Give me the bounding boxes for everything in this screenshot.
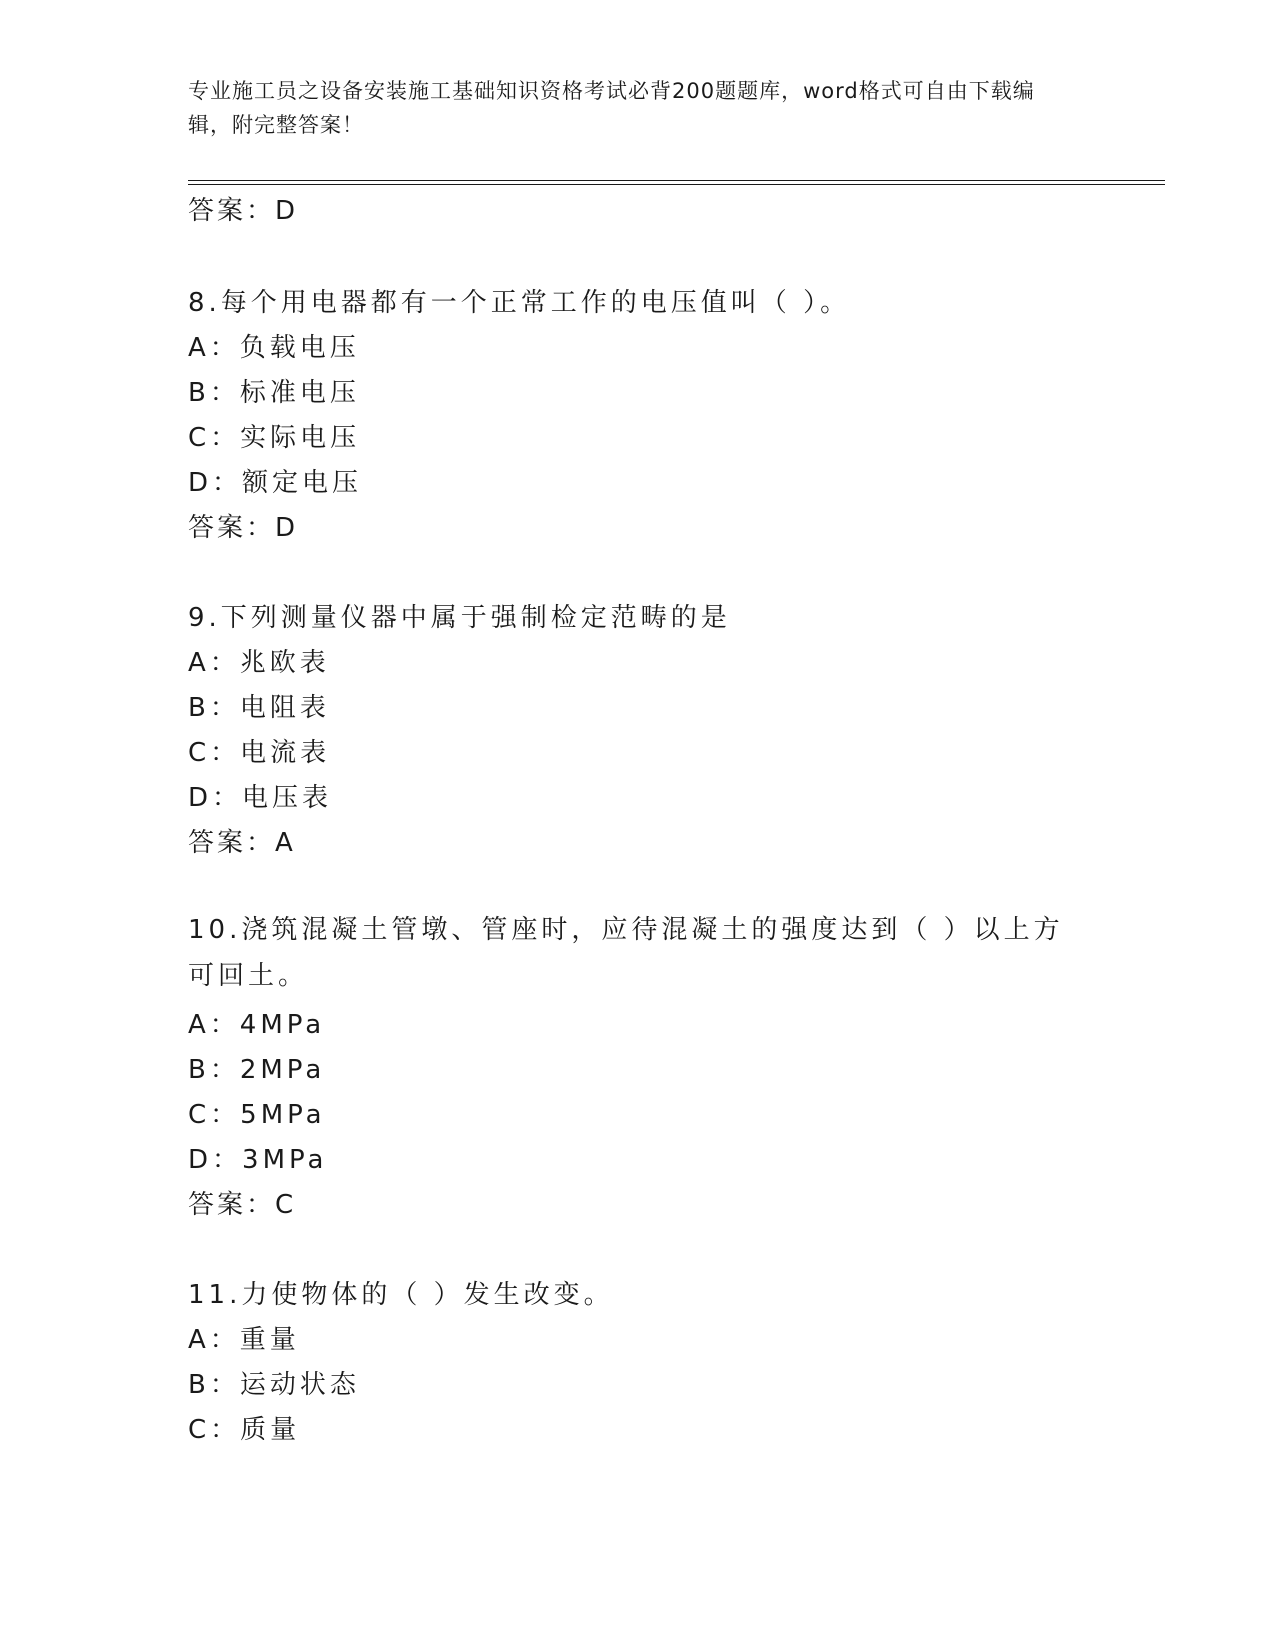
answer-label: 答案： <box>188 828 276 858</box>
option-c: C：5MPa <box>188 1100 326 1130</box>
option-b: B：运动状态 <box>188 1370 360 1400</box>
document-header: 专业施工员之设备安装施工基础知识资格考试必背200题题库，word格式可自由下载编辑，附完整答案！ <box>188 79 1035 137</box>
answer-line <box>188 1184 295 1221</box>
option-c: C：电流表 <box>188 738 331 768</box>
answer-value: D <box>275 513 298 543</box>
question-text: 11.力使物体的（ ）发生改变。 <box>188 1280 614 1310</box>
answer-value: D <box>275 196 298 226</box>
option-a: A：负载电压 <box>188 333 360 363</box>
option-a: A：4MPa <box>188 1010 326 1040</box>
option-d: D：额定电压 <box>188 468 363 498</box>
answer-line <box>188 190 297 227</box>
option-d: D：3MPa <box>188 1145 328 1175</box>
header-divider-top <box>188 180 1165 181</box>
question-text: 10.浇筑混凝土管墩、管座时，应待混凝土的强度达到（ ）以上方可回土。 <box>188 915 1064 991</box>
answer-label: 答案： <box>188 513 276 543</box>
option-b: B：标准电压 <box>188 378 360 408</box>
answer-line <box>188 822 295 859</box>
answer-line <box>188 507 297 544</box>
option-a: A：重量 <box>188 1325 300 1355</box>
question-text: 9.下列测量仪器中属于强制检定范畴的是 <box>188 603 731 633</box>
option-a: A：兆欧表 <box>188 648 330 678</box>
option-c: C：实际电压 <box>188 423 361 453</box>
answer-label: 答案： <box>188 1190 276 1220</box>
answer-label: 答案： <box>188 196 276 226</box>
option-b: B：2MPa <box>188 1055 326 1085</box>
answer-value: A <box>275 828 295 858</box>
answer-value: C <box>275 1190 296 1220</box>
option-b: B：电阻表 <box>188 693 330 723</box>
option-c: C：质量 <box>188 1415 301 1445</box>
question-text: 8.每个用电器都有一个正常工作的电压值叫（ ）。 <box>188 288 851 318</box>
option-d: D：电压表 <box>188 783 333 813</box>
header-divider-bottom <box>188 184 1165 185</box>
